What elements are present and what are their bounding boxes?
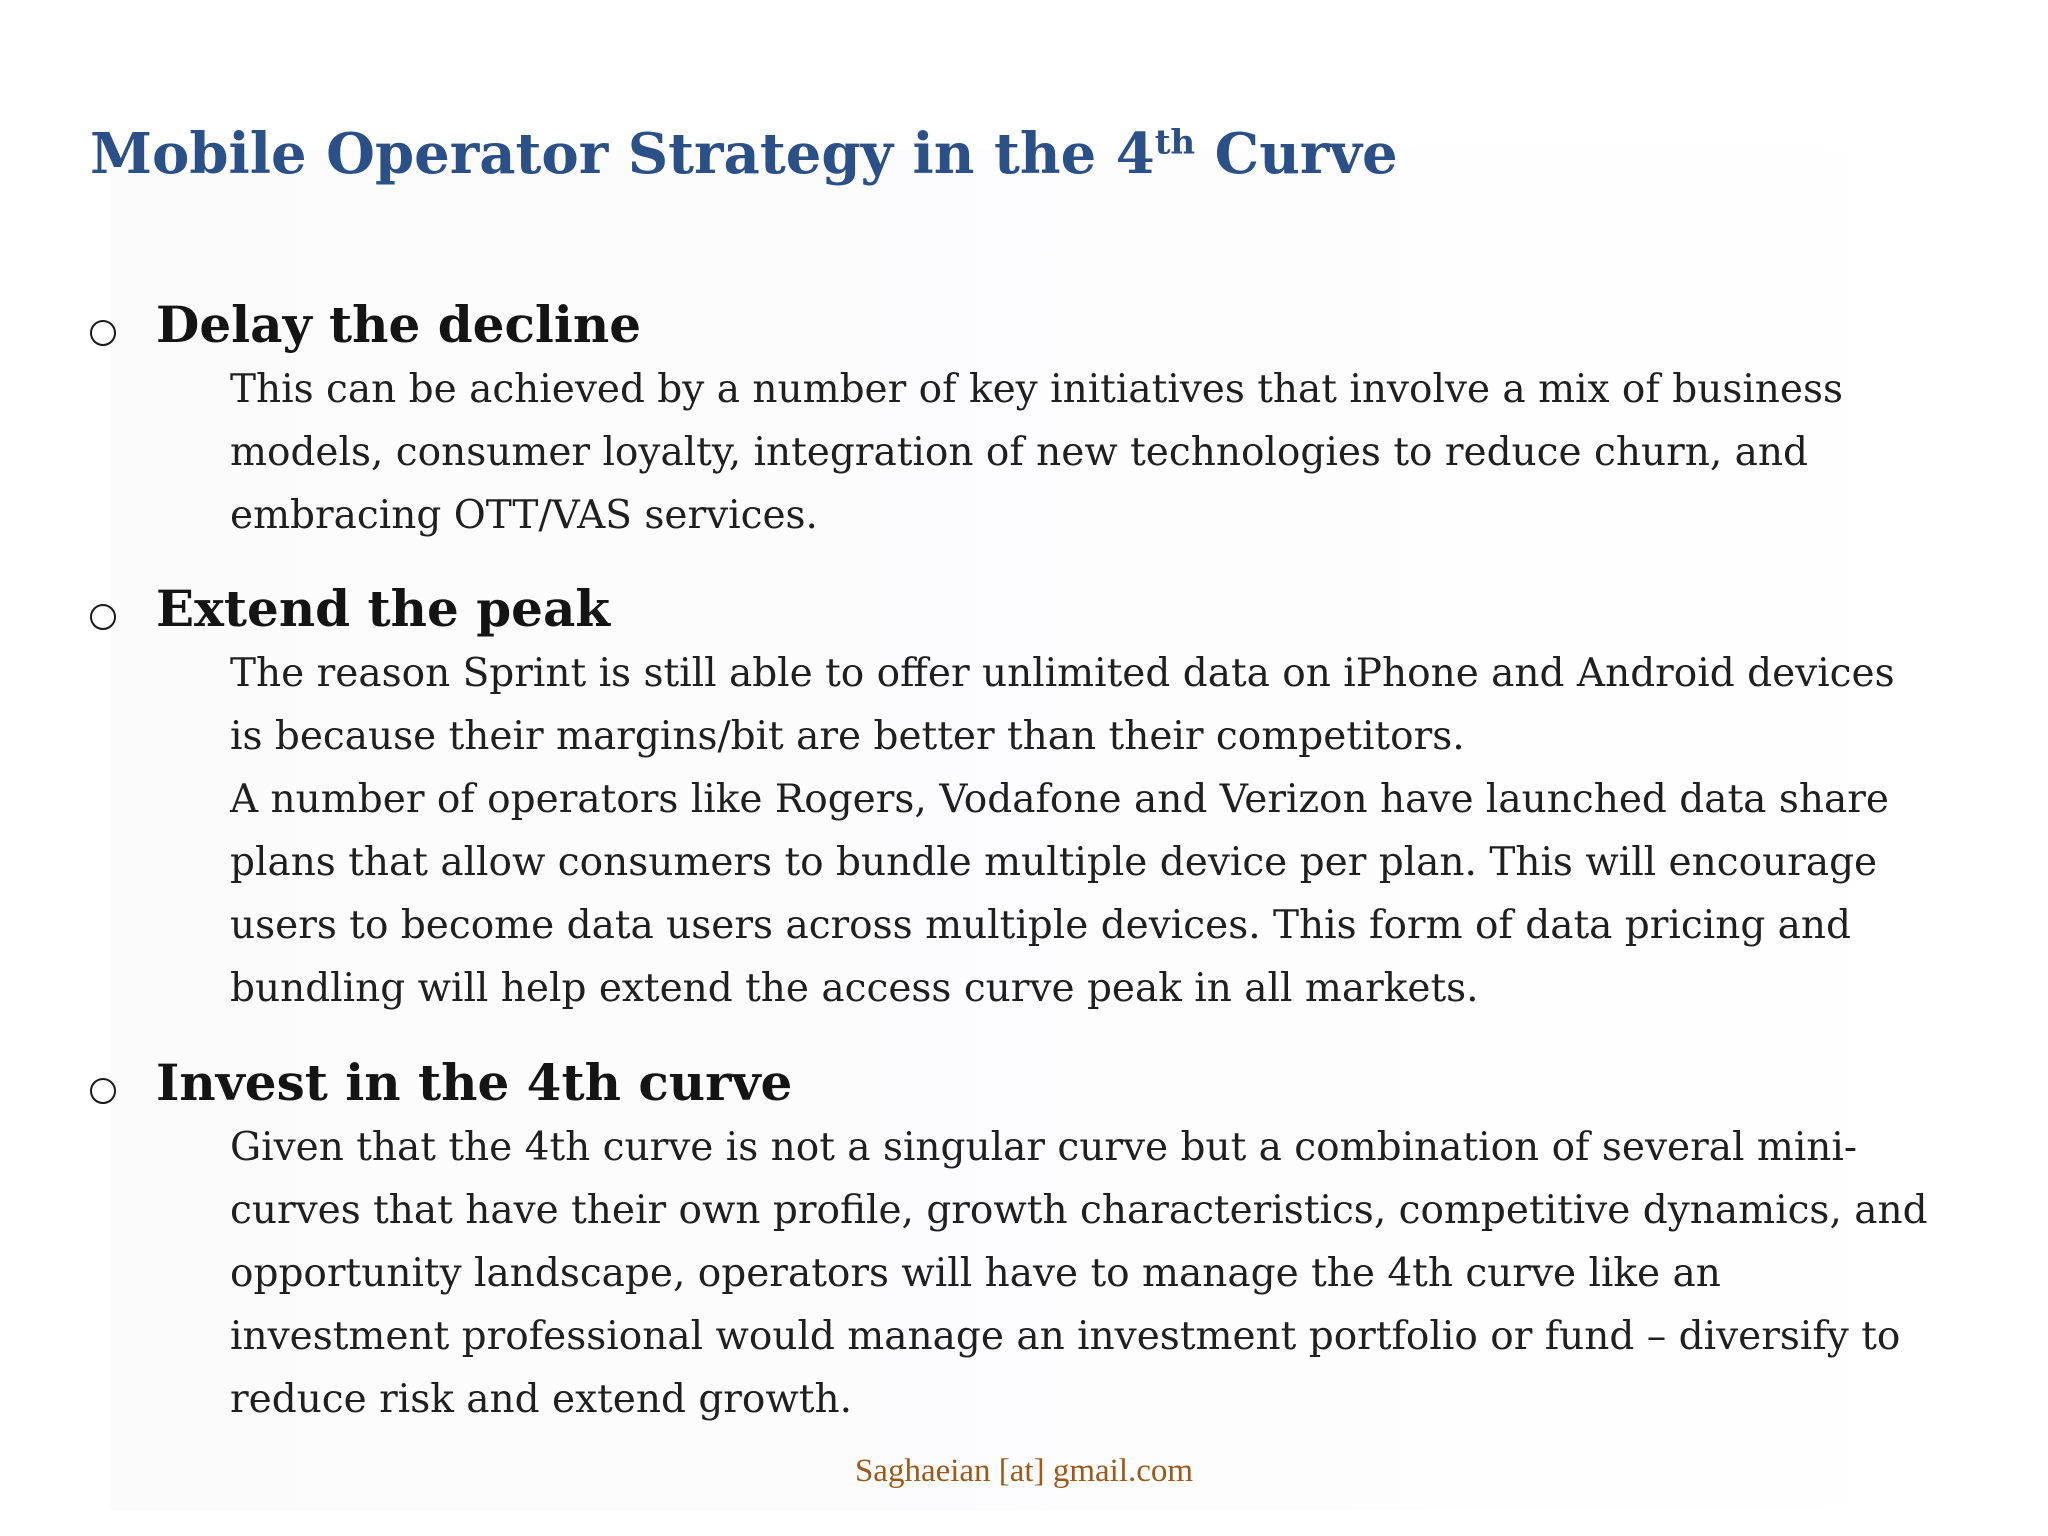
- section-invest-in-the-4th-curve: [90, 1050, 1990, 1431]
- body-line: A number of operators like Rogers, Vodafone and Verizon have launched data share: [230, 777, 1889, 822]
- hollow-circle-bullet-icon: [90, 320, 116, 346]
- hollow-circle-bullet-icon: [90, 604, 116, 630]
- footer-contact: Saghaeian [at] gmail.com: [854, 1453, 1194, 1489]
- body-line: The reason Sprint is still able to offer unlimited data on iPhone and Android devices: [230, 651, 1895, 696]
- body-line: embracing OTT/VAS services.: [230, 493, 818, 538]
- section-heading-row: [90, 1050, 1990, 1116]
- body-line: curves that have their own profile, growth characteristics, competitive dynamics, and: [230, 1188, 1928, 1233]
- body-line: bundling will help extend the access curve peak in all markets.: [230, 966, 1479, 1011]
- slide-title: [90, 112, 1398, 196]
- slide-title-end: Curve: [1195, 121, 1398, 187]
- section-heading: Invest in the 4th curve: [156, 1053, 793, 1112]
- body-line: users to become data users across multiple devices. This form of data pricing and: [230, 903, 1852, 948]
- section-delay-the-decline: [90, 292, 1990, 547]
- body-line: is because their margins/bit are better than their competitors.: [230, 714, 1465, 759]
- section-heading: Delay the decline: [156, 295, 642, 354]
- body-line: reduce risk and extend growth.: [230, 1377, 852, 1422]
- body-line: investment professional would manage an investment portfolio or fund – diversify to: [230, 1314, 1901, 1359]
- hollow-circle-bullet-icon: [90, 1078, 116, 1104]
- body-line: Given that the 4th curve is not a singular curve but a combination of several mini-: [230, 1125, 1858, 1170]
- section-heading: Extend the peak: [156, 579, 611, 638]
- section-extend-the-peak: [90, 576, 1990, 1020]
- body-line: opportunity landscape, operators will have to manage the 4th curve like an: [230, 1251, 1721, 1296]
- body-line: This can be achieved by a number of key initiatives that involve a mix of business: [230, 367, 1844, 412]
- section-heading-row: [90, 576, 1990, 642]
- section-heading-row: [90, 292, 1990, 358]
- slide-title-main: Mobile Operator Strategy in the 4: [90, 121, 1155, 187]
- body-line: plans that allow consumers to bundle multiple device per plan. This will encourage: [230, 840, 1878, 885]
- slide-title-superscript: th: [1154, 122, 1196, 163]
- body-line: models, consumer loyalty, integration of new technologies to reduce churn, and: [230, 430, 1808, 475]
